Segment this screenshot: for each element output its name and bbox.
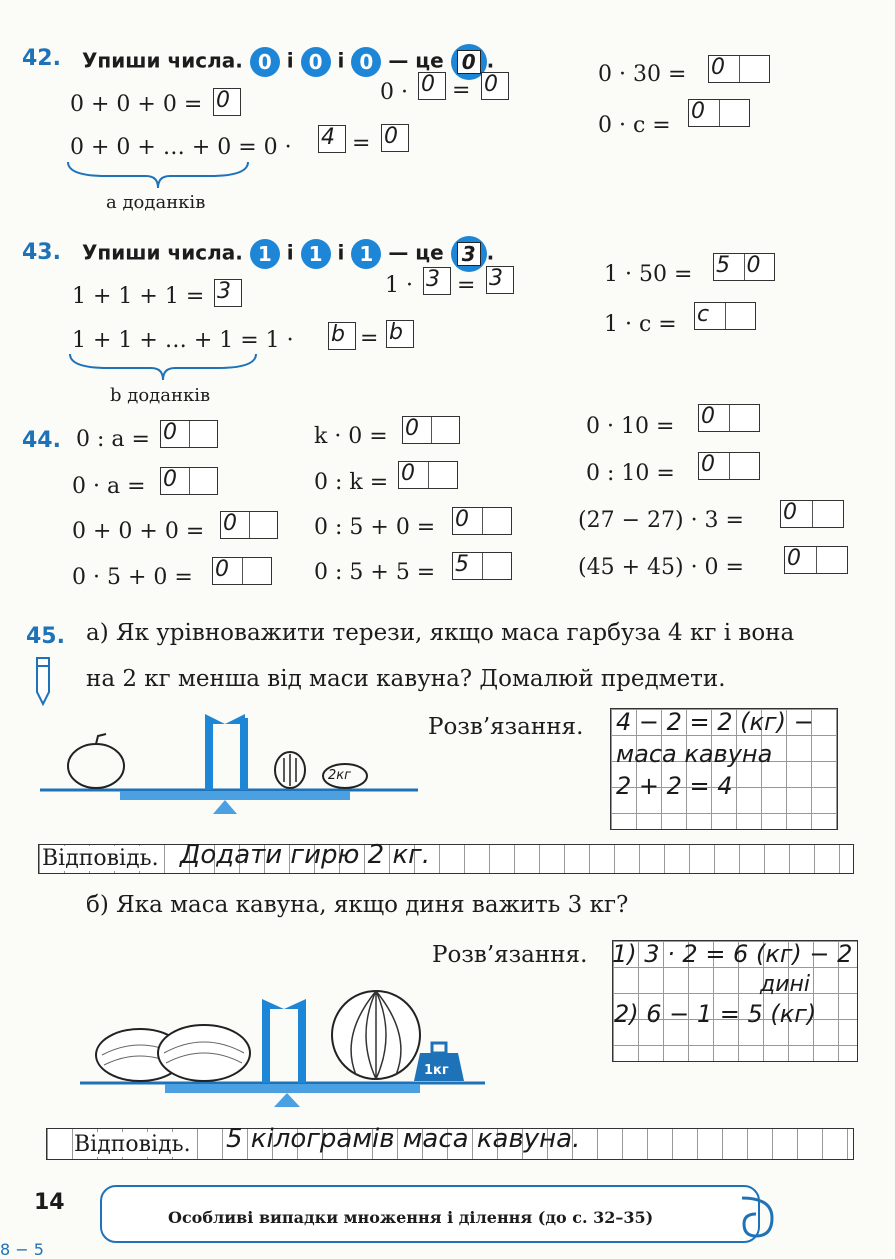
number-circle: 0: [351, 47, 381, 77]
answer-box[interactable]: 0: [402, 416, 460, 444]
equation: 0 : a =: [76, 427, 150, 452]
answer-box[interactable]: 0: [698, 452, 760, 480]
balance-scale-a: [40, 710, 430, 820]
equation: 0 · 5 + 0 =: [72, 565, 193, 590]
solution-label: Розв’язання.: [428, 714, 584, 740]
answer-box[interactable]: 0: [398, 461, 458, 489]
exercise-43-prompt: Упиши числа. 1 і 1 і 1 — це 3 .: [82, 236, 494, 272]
answer-box[interactable]: 0: [452, 507, 512, 535]
answer-box[interactable]: 0: [381, 124, 409, 152]
equation: k · 0 =: [314, 424, 388, 449]
exercise-42-number: 42.: [22, 46, 61, 71]
answer-box[interactable]: 0: [160, 467, 218, 495]
answer-box[interactable]: 0: [213, 88, 241, 116]
exercise-45-number: 45.: [26, 624, 65, 649]
equation: 1 + 1 + 1 =: [72, 284, 205, 309]
equation: 0 · 30 =: [598, 62, 687, 87]
equation: 0 + 0 + … + 0 = 0 ·: [70, 135, 292, 160]
answer-box[interactable]: 0: [784, 546, 848, 574]
answer-label: Відповідь.: [74, 1132, 191, 1157]
corner-text: 8 − 5: [0, 1240, 44, 1259]
task-a-line2: на 2 кг менша від маси кавуна? Домалюй предмети.: [86, 666, 726, 692]
equation: 0 · c =: [598, 113, 671, 138]
handwritten-solution: 4 − 2 = 2 (кг) −: [616, 708, 814, 736]
answer-box[interactable]: 0: [220, 511, 278, 539]
answer-box[interactable]: b: [328, 322, 356, 350]
answer-box[interactable]: 5: [452, 552, 512, 580]
handwritten-solution: дині: [760, 972, 811, 997]
brace-icon: [68, 352, 258, 382]
answer-box[interactable]: c: [694, 302, 756, 330]
number-circle: 1: [250, 239, 280, 269]
answer-box[interactable]: 3: [423, 267, 451, 295]
answer-box[interactable]: b: [386, 320, 414, 348]
answer-box[interactable]: 0: [160, 420, 218, 448]
handwritten-solution: маса кавуна: [616, 740, 773, 768]
equation: 0 : k =: [314, 470, 389, 495]
answer-box[interactable]: 0: [212, 557, 272, 585]
brace-label: a доданків: [106, 192, 206, 213]
answer-box[interactable]: 0: [780, 500, 844, 528]
brace-icon: [66, 160, 250, 190]
equation: 1 · 50 =: [604, 262, 693, 287]
equation: 0 + 0 + 0 =: [70, 92, 203, 117]
answer-circle[interactable]: 0: [451, 44, 487, 80]
scroll-curl-icon: [732, 1192, 782, 1242]
exercise-42-prompt: Упиши числа. 0 і 0 і 0 — це 0 .: [82, 44, 494, 80]
answer-strip-a[interactable]: [38, 844, 854, 874]
answer-box[interactable]: 0: [698, 404, 760, 432]
equation: 0 : 5 + 0 =: [314, 515, 436, 540]
handwritten-solution: 1) 3 · 2 = 6 (кг) − 2: [612, 940, 853, 968]
topic-title: Особливі випадки множення і ділення (до с. 32–35): [168, 1208, 654, 1227]
page-number: 14: [34, 1190, 65, 1215]
equation: 0 : 10 =: [586, 461, 675, 486]
equation: 0 ·: [380, 80, 408, 105]
weight-label: 1кг: [424, 1063, 449, 1078]
answer-box[interactable]: 4: [318, 125, 346, 153]
equation: 1 · c =: [604, 312, 677, 337]
handwritten-answer: Додати гирю 2 кг.: [180, 840, 431, 870]
task-b-question: б) Яка маса кавуна, якщо диня важить 3 кг?: [86, 892, 629, 918]
exercise-43-number: 43.: [22, 240, 61, 265]
solution-label: Розв’язання.: [432, 942, 588, 968]
brace-label: b доданків: [110, 385, 211, 406]
exercise-44-number: 44.: [22, 428, 61, 453]
answer-box[interactable]: 0: [688, 99, 750, 127]
number-circle: 0: [250, 47, 280, 77]
equation: 0 : 5 + 5 =: [314, 560, 436, 585]
equation: 0 · a =: [72, 474, 146, 499]
equation: 0 · 10 =: [586, 414, 675, 439]
answer-box[interactable]: 0: [481, 72, 509, 100]
equation: (27 − 27) · 3 =: [578, 508, 744, 533]
handwritten-solution: 2 + 2 = 4: [616, 772, 733, 800]
equals-sign: =: [360, 326, 379, 351]
number-circle: 1: [351, 239, 381, 269]
handwritten-answer: 5 кілограмів маса кавуна.: [226, 1124, 581, 1154]
equals-sign: =: [457, 273, 476, 298]
answer-box[interactable]: 0: [418, 72, 446, 100]
equation: 0 + 0 + 0 =: [72, 519, 205, 544]
equation: 1 ·: [385, 273, 413, 298]
equals-sign: =: [352, 131, 371, 156]
handwritten-solution: 2) 6 − 1 = 5 (кг): [614, 1000, 817, 1028]
number-circle: 1: [301, 239, 331, 269]
answer-circle[interactable]: 3: [451, 236, 487, 272]
answer-box[interactable]: 0: [708, 55, 770, 83]
weight-label: 2кг: [328, 768, 351, 783]
answer-box[interactable]: 3: [214, 279, 242, 307]
answer-box[interactable]: 3: [486, 266, 514, 294]
answer-box[interactable]: 5 0: [713, 253, 775, 281]
number-circle: 0: [301, 47, 331, 77]
task-a-line1: а) Як урівноважити терези, якщо маса гарбуза 4 кг і вона: [86, 620, 795, 646]
equals-sign: =: [452, 78, 471, 103]
pencil-icon: [32, 656, 54, 706]
answer-label: Відповідь.: [42, 846, 159, 871]
equation: 1 + 1 + … + 1 = 1 ·: [72, 328, 294, 353]
balance-scale-b: [80, 975, 490, 1115]
equation: (45 + 45) · 0 =: [578, 555, 744, 580]
